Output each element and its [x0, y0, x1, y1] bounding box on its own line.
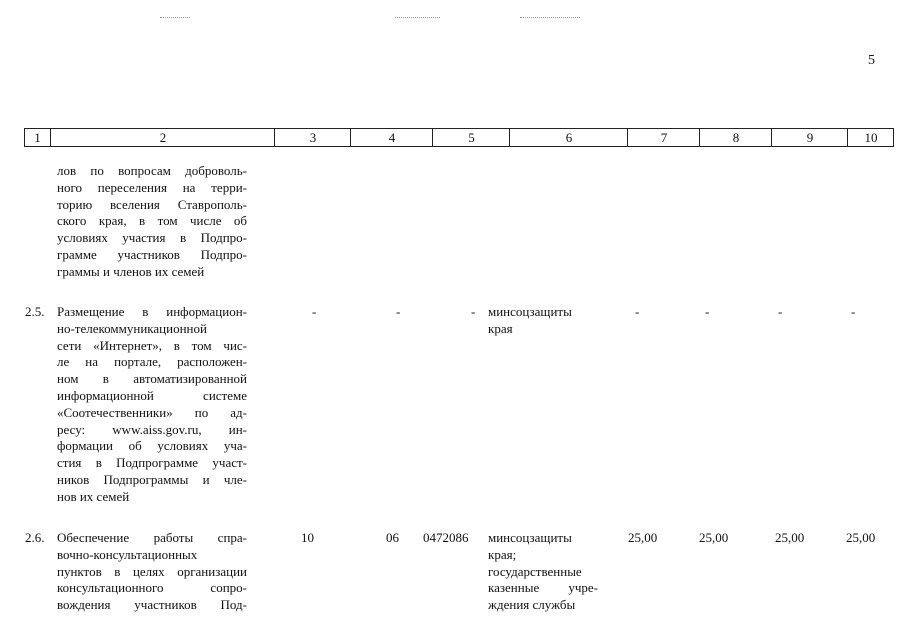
- text-line: пунктов в целях организации: [57, 563, 247, 579]
- cell-col3: 10: [301, 530, 314, 545]
- text-line: нов их семей: [57, 488, 130, 504]
- text-line: края;: [488, 546, 517, 562]
- text-line: сети «Интернет», в том чис-: [57, 337, 247, 353]
- text-line: граммы и членов их семей: [57, 263, 205, 279]
- scan-artifact: [520, 17, 580, 19]
- cell-col7: 25,00: [628, 530, 658, 545]
- text-line: ле на портале, расположен-: [57, 354, 247, 370]
- text-line: государственные: [488, 563, 582, 579]
- cell-col8: 25,00: [699, 530, 729, 545]
- text-line: формации об условиях уча-: [57, 438, 247, 454]
- column-header: 9: [771, 129, 848, 146]
- text-line: ресу: www.aiss.gov.ru, ин-: [57, 421, 247, 437]
- text-line: ждения службы: [488, 597, 576, 613]
- text-line: консультационного сопро-: [57, 580, 247, 596]
- text-line: грамме участников Подпро-: [57, 246, 247, 262]
- column-header: 1: [34, 130, 41, 145]
- text-line: вочно-консультационных: [57, 546, 198, 562]
- text-line: условиях участия в Подпро-: [57, 230, 247, 246]
- text-line: Размещение в информацион-: [57, 304, 247, 319]
- column-header-row: [24, 128, 894, 147]
- column-header: 10: [847, 129, 894, 146]
- cell-col4: 06: [386, 530, 399, 545]
- text-line: казенные учре-: [488, 580, 598, 596]
- cell-col6-responsible: [488, 530, 598, 614]
- column-header: 7: [627, 129, 700, 146]
- cell-col6-responsible: [488, 304, 572, 338]
- cell-col8: -: [705, 304, 710, 319]
- row-description: [57, 304, 247, 506]
- cell-col4: -: [396, 304, 401, 319]
- text-line: торию вселения Ставрополь-: [57, 196, 247, 212]
- cell-col10: -: [851, 304, 856, 319]
- cell-col5: -: [471, 304, 476, 319]
- text-line: ном в автоматизированной: [57, 371, 247, 387]
- text-line: минсоцзащиты: [488, 304, 572, 319]
- cell-col9: 25,00: [775, 530, 805, 545]
- column-header: 8: [699, 129, 772, 146]
- cell-col9: -: [778, 304, 783, 319]
- text-line: лов по вопросам доброволь-: [57, 163, 247, 178]
- text-line: минсоцзащиты: [488, 530, 572, 545]
- text-line: но-телекоммуникационной: [57, 320, 207, 336]
- cell-col10: 25,00: [846, 530, 876, 545]
- column-header: 5: [432, 129, 510, 146]
- column-header: 3: [274, 129, 351, 146]
- row-number: 2.5.: [25, 304, 45, 319]
- row-description: [57, 530, 247, 614]
- text-line: ников Подпрограммы и чле-: [57, 471, 247, 487]
- column-header: 6: [509, 129, 628, 146]
- text-line: Обеспечение работы спра-: [57, 530, 247, 545]
- row-continuation-description: [57, 163, 247, 281]
- page-number: 5: [868, 53, 875, 68]
- text-line: вождения участников Под-: [57, 597, 247, 613]
- text-line: «Соотечественники» по ад-: [57, 404, 247, 420]
- scan-artifact: [395, 17, 440, 19]
- cell-col7: -: [635, 304, 640, 319]
- text-line: ского края, в том числе об: [57, 213, 247, 229]
- cell-col5: 0472086: [423, 530, 469, 545]
- text-line: края: [488, 320, 513, 336]
- text-line: ного переселения на терри-: [57, 179, 247, 195]
- row-number: 2.6.: [25, 530, 45, 545]
- cell-col3: -: [312, 304, 317, 319]
- text-line: информационной системе: [57, 387, 247, 403]
- scan-artifact: [160, 17, 190, 19]
- text-line: стия в Подпрограмме участ-: [57, 455, 247, 471]
- column-header: 4: [350, 129, 433, 146]
- column-header: 2: [50, 129, 275, 146]
